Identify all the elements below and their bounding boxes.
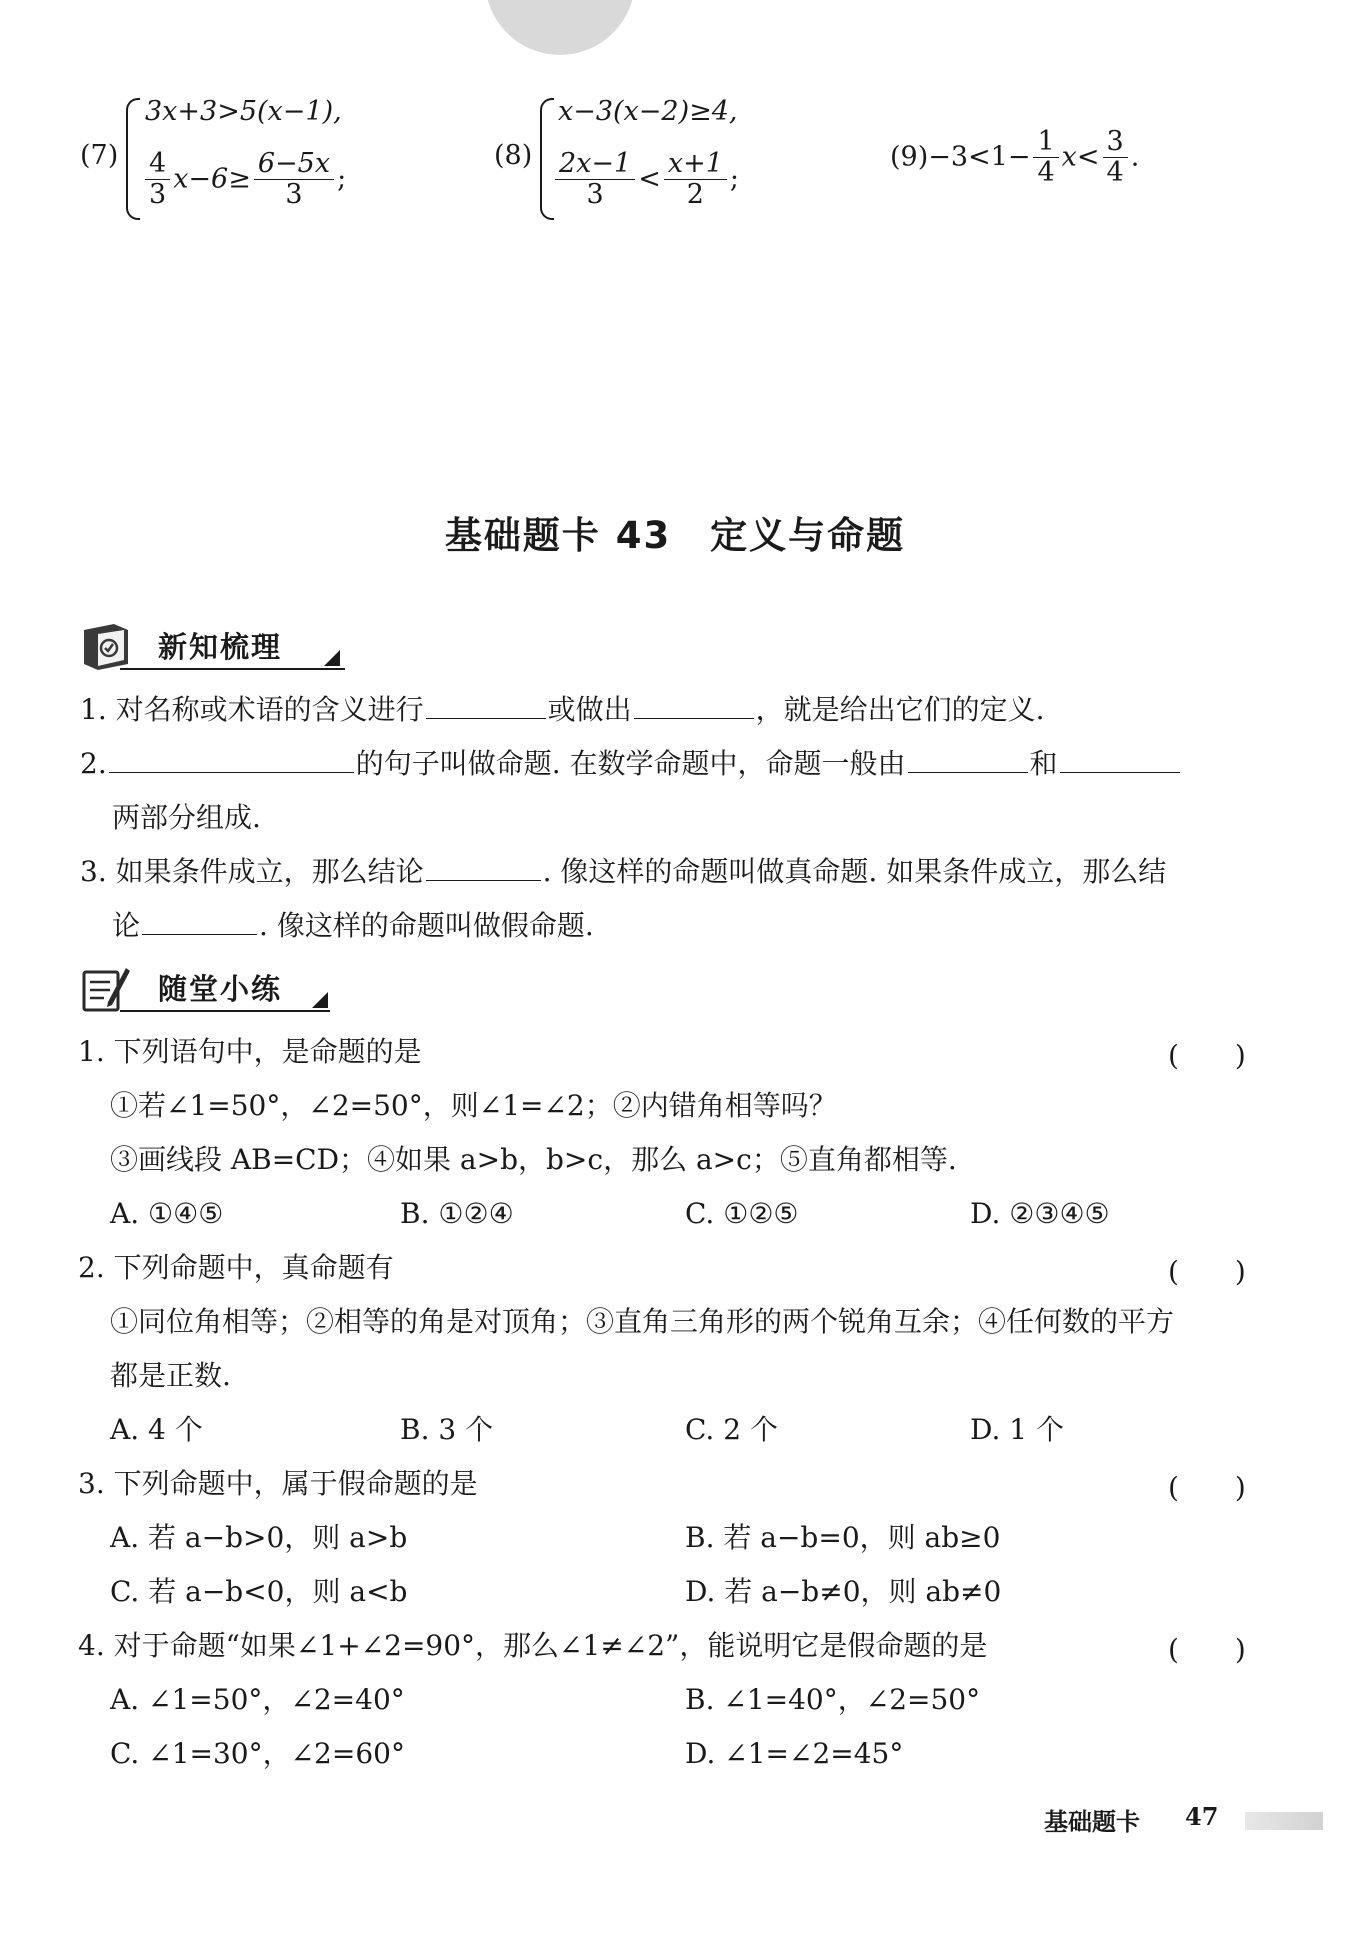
- answer-bracket[interactable]: ( ): [1168, 1633, 1246, 1666]
- section-heading-practice: [80, 962, 335, 1014]
- page-number: 47: [1185, 1802, 1219, 1831]
- fraction: $\frac{1}{4}$: [1033, 128, 1058, 188]
- problem-2-line1: ①同位角相等；②相等的角是对顶角；③直角三角形的两个锐角互余；④任何数的平方: [110, 1305, 1175, 1338]
- problem-4-stem: 4. 对于命题“如果∠1+∠2=90°，那么∠1≠∠2”，能说明它是假命题的是: [78, 1629, 988, 1662]
- problem-4-option-c[interactable]: C. ∠1=30°，∠2=60°: [110, 1737, 405, 1770]
- fill-blank[interactable]: [142, 906, 257, 935]
- fill-blank[interactable]: [109, 744, 354, 773]
- triangle-marker-icon: [312, 992, 328, 1008]
- top-shade-decoration: [485, 0, 635, 55]
- exercise-8-label: (8): [494, 140, 533, 171]
- fill-blank[interactable]: [426, 690, 546, 719]
- problem-2-option-c[interactable]: C. 2 个: [685, 1413, 778, 1446]
- exercise-8-line1: x−3(x−2)≥4,: [558, 96, 738, 127]
- problem-1-option-c[interactable]: C. ①②⑤: [685, 1197, 799, 1230]
- fraction: $\frac{2x-1}{3}$: [555, 150, 635, 210]
- knowledge-question-2-cont: 两部分组成.: [112, 801, 261, 834]
- problem-4-option-d[interactable]: D. ∠1=∠2=45°: [685, 1737, 904, 1770]
- problem-3-option-c[interactable]: C. 若 a−b<0，则 a<b: [110, 1575, 408, 1608]
- problem-1-option-b[interactable]: B. ①②④: [400, 1197, 514, 1230]
- notebook-pencil-icon: [80, 962, 132, 1014]
- problem-3-option-b[interactable]: B. 若 a−b=0，则 ab≥0: [685, 1521, 1001, 1554]
- exercise-7-brace: [126, 98, 140, 220]
- section-heading-label: 随堂小练: [158, 972, 283, 1006]
- page-title: 基础题卡 43 定义与命题: [444, 514, 906, 557]
- problem-1-line2: ③画线段 AB=CD；④如果 a>b，b>c，那么 a>c；⑤直角都相等.: [110, 1143, 957, 1176]
- footer-decoration-bar: [1245, 1812, 1323, 1830]
- problem-3-stem: 3. 下列命题中，属于假命题的是: [78, 1467, 478, 1500]
- exercise-7-line2: $\frac{4}{3}$ x−6≥ $\frac{6-5x}{3}$ ;: [142, 150, 346, 210]
- problem-2-option-d[interactable]: D. 1 个: [970, 1413, 1064, 1446]
- book-icon: [80, 620, 132, 672]
- exercise-8-line2: $\frac{2x-1}{3}$ < $\frac{x+1}{2}$ ;: [552, 150, 739, 210]
- knowledge-question-1: 1. 对名称或术语的含义进行 或做出 ，就是给出它们的定义.: [80, 690, 1045, 730]
- answer-bracket[interactable]: ( ): [1168, 1255, 1246, 1288]
- exercise-7-line1: 3x+3>5(x−1),: [145, 96, 342, 127]
- fill-blank[interactable]: [426, 852, 541, 881]
- problem-1-option-d[interactable]: D. ②③④⑤: [970, 1197, 1110, 1230]
- fill-blank[interactable]: [1060, 744, 1180, 773]
- section-heading-label: 新知梳理: [158, 630, 283, 664]
- knowledge-question-3-cont: 论 . 像这样的命题叫做假命题.: [112, 906, 594, 946]
- problem-2-option-b[interactable]: B. 3 个: [400, 1413, 494, 1446]
- exercise-9: (9)−3<1− $\frac{1}{4}$ x< $\frac{3}{4}$ .: [890, 126, 1140, 189]
- section-heading-new-knowledge: [80, 620, 345, 672]
- fraction: $\frac{6-5x}{3}$: [254, 150, 334, 210]
- problem-1-line1: ①若∠1=50°，∠2=50°，则∠1=∠2；②内错角相等吗？: [110, 1089, 837, 1122]
- problem-4-option-a[interactable]: A. ∠1=50°，∠2=40°: [110, 1683, 405, 1716]
- problem-3-option-a[interactable]: A. 若 a−b>0，则 a>b: [110, 1521, 408, 1554]
- section-heading-underline: [120, 668, 345, 670]
- exercise-7-label: (7): [80, 140, 119, 171]
- problem-3-option-d[interactable]: D. 若 a−b≠0，则 ab≠0: [685, 1575, 1002, 1608]
- fraction: $\frac{4}{3}$: [145, 150, 170, 210]
- problem-2-line2: 都是正数.: [110, 1359, 231, 1392]
- fraction: $\frac{3}{4}$: [1103, 128, 1128, 188]
- problem-1-stem: 1. 下列语句中，是命题的是: [78, 1035, 422, 1068]
- fill-blank[interactable]: [634, 690, 754, 719]
- fill-blank[interactable]: [908, 744, 1028, 773]
- problem-2-stem: 2. 下列命题中，真命题有: [78, 1251, 394, 1284]
- problem-4-option-b[interactable]: B. ∠1=40°，∠2=50°: [685, 1683, 981, 1716]
- footer-label: 基础题卡: [1044, 1808, 1140, 1836]
- answer-bracket[interactable]: ( ): [1168, 1471, 1246, 1504]
- fraction: $\frac{x+1}{2}$: [664, 150, 727, 210]
- problem-1-option-a[interactable]: A. ①④⑤: [110, 1197, 224, 1230]
- triangle-marker-icon: [324, 650, 340, 666]
- knowledge-question-3: 3. 如果条件成立，那么结论 . 像这样的命题叫做真命题. 如果条件成立，那么结: [80, 852, 1166, 892]
- section-heading-underline: [120, 1010, 330, 1012]
- problem-2-option-a[interactable]: A. 4 个: [110, 1413, 203, 1446]
- knowledge-question-2: 2. 的句子叫做命题. 在数学命题中，命题一般由 和: [80, 744, 1182, 784]
- answer-bracket[interactable]: ( ): [1168, 1039, 1246, 1072]
